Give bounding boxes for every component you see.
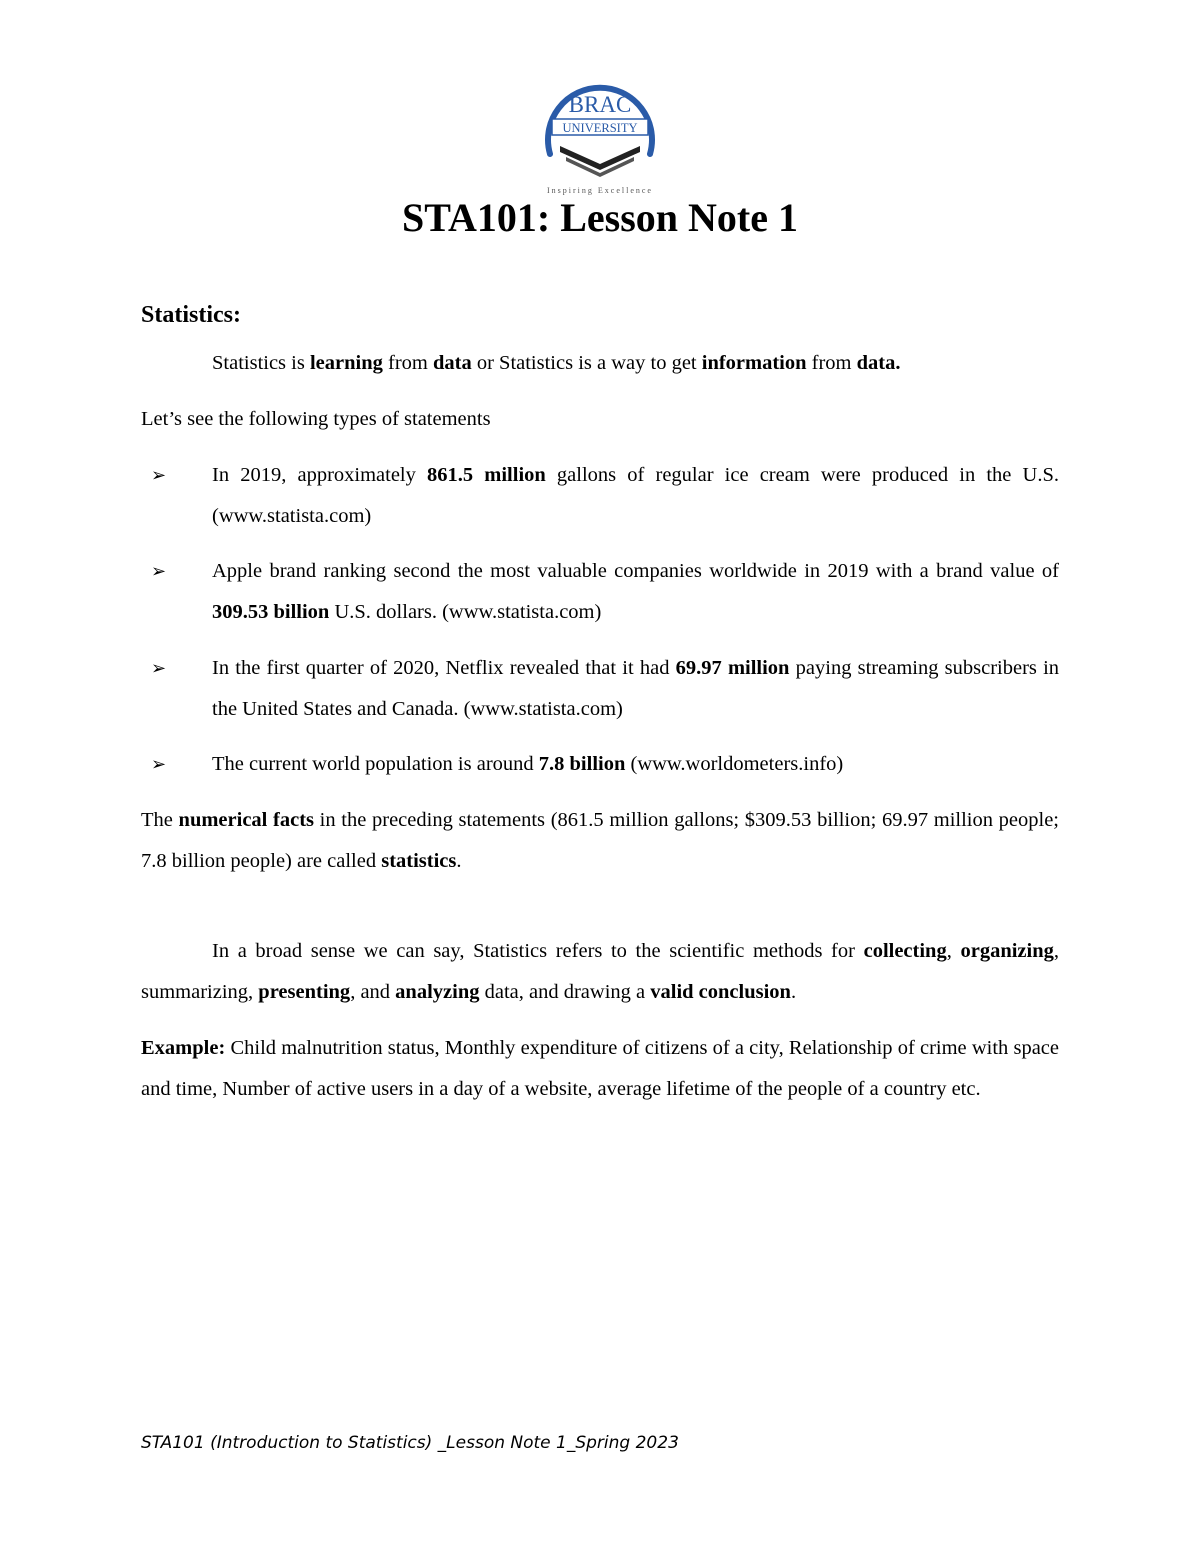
page-footer: STA101 (Introduction to Statistics) _Lesson Note 1_Spring 2023: [141, 1433, 679, 1453]
list-item: ➢ The current world population is around 7.8 billion (www.worldometers.info): [141, 744, 1059, 785]
example-paragraph: Example: Child malnutrition status, Monthly expenditure of citizens of a city, Relationship of crime with space and time, Number of active users in a day of a website, average lifetime of the people of a country etc.: [141, 1037, 1059, 1100]
arrow-bullet-icon: ➢: [151, 658, 167, 678]
logo-text-university: UNIVERSITY: [562, 121, 638, 135]
numerical-facts-paragraph: The numerical facts in the preceding statements (861.5 million gallons; $309.53 billion; 69.97 million people; 7.8 billion people) are called statistics.: [141, 809, 1060, 872]
intro-paragraph: Let’s see the following types of statements: [141, 408, 491, 430]
section-heading: Statistics:: [141, 302, 241, 328]
arrow-bullet-icon: ➢: [151, 465, 167, 485]
brac-university-logo: [538, 76, 662, 196]
logo-tagline: Inspiring Excellence: [547, 186, 653, 195]
arrow-bullet-icon: ➢: [151, 754, 167, 774]
list-item: ➢ Apple brand ranking second the most valuable companies worldwide in 2019 with a brand value of 309.53 billion U.S. dollars. (www.statista.com): [141, 551, 1059, 633]
list-item: ➢ In 2019, approximately 861.5 million gallons of regular ice cream were produced in the U.S. (www.statista.com): [141, 455, 1059, 537]
logo-text-brac: BRAC: [568, 92, 632, 117]
book-icon: [560, 146, 640, 170]
broad-sense-paragraph: In a broad sense we can say, Statistics refers to the scientific methods for collecting, organizing, summarizing, presenting, and analyzing data, and drawing a valid conclusion.: [141, 940, 1059, 1003]
page-title: STA101: Lesson Note 1: [402, 195, 798, 240]
list-item: ➢ In the first quarter of 2020, Netflix revealed that it had 69.97 million paying streaming subscribers in the United States and Canada. (www.statista.com): [141, 648, 1059, 730]
definition-paragraph: Statistics is learning from data or Statistics is a way to get information from data.: [212, 352, 901, 374]
arrow-bullet-icon: ➢: [151, 561, 167, 581]
